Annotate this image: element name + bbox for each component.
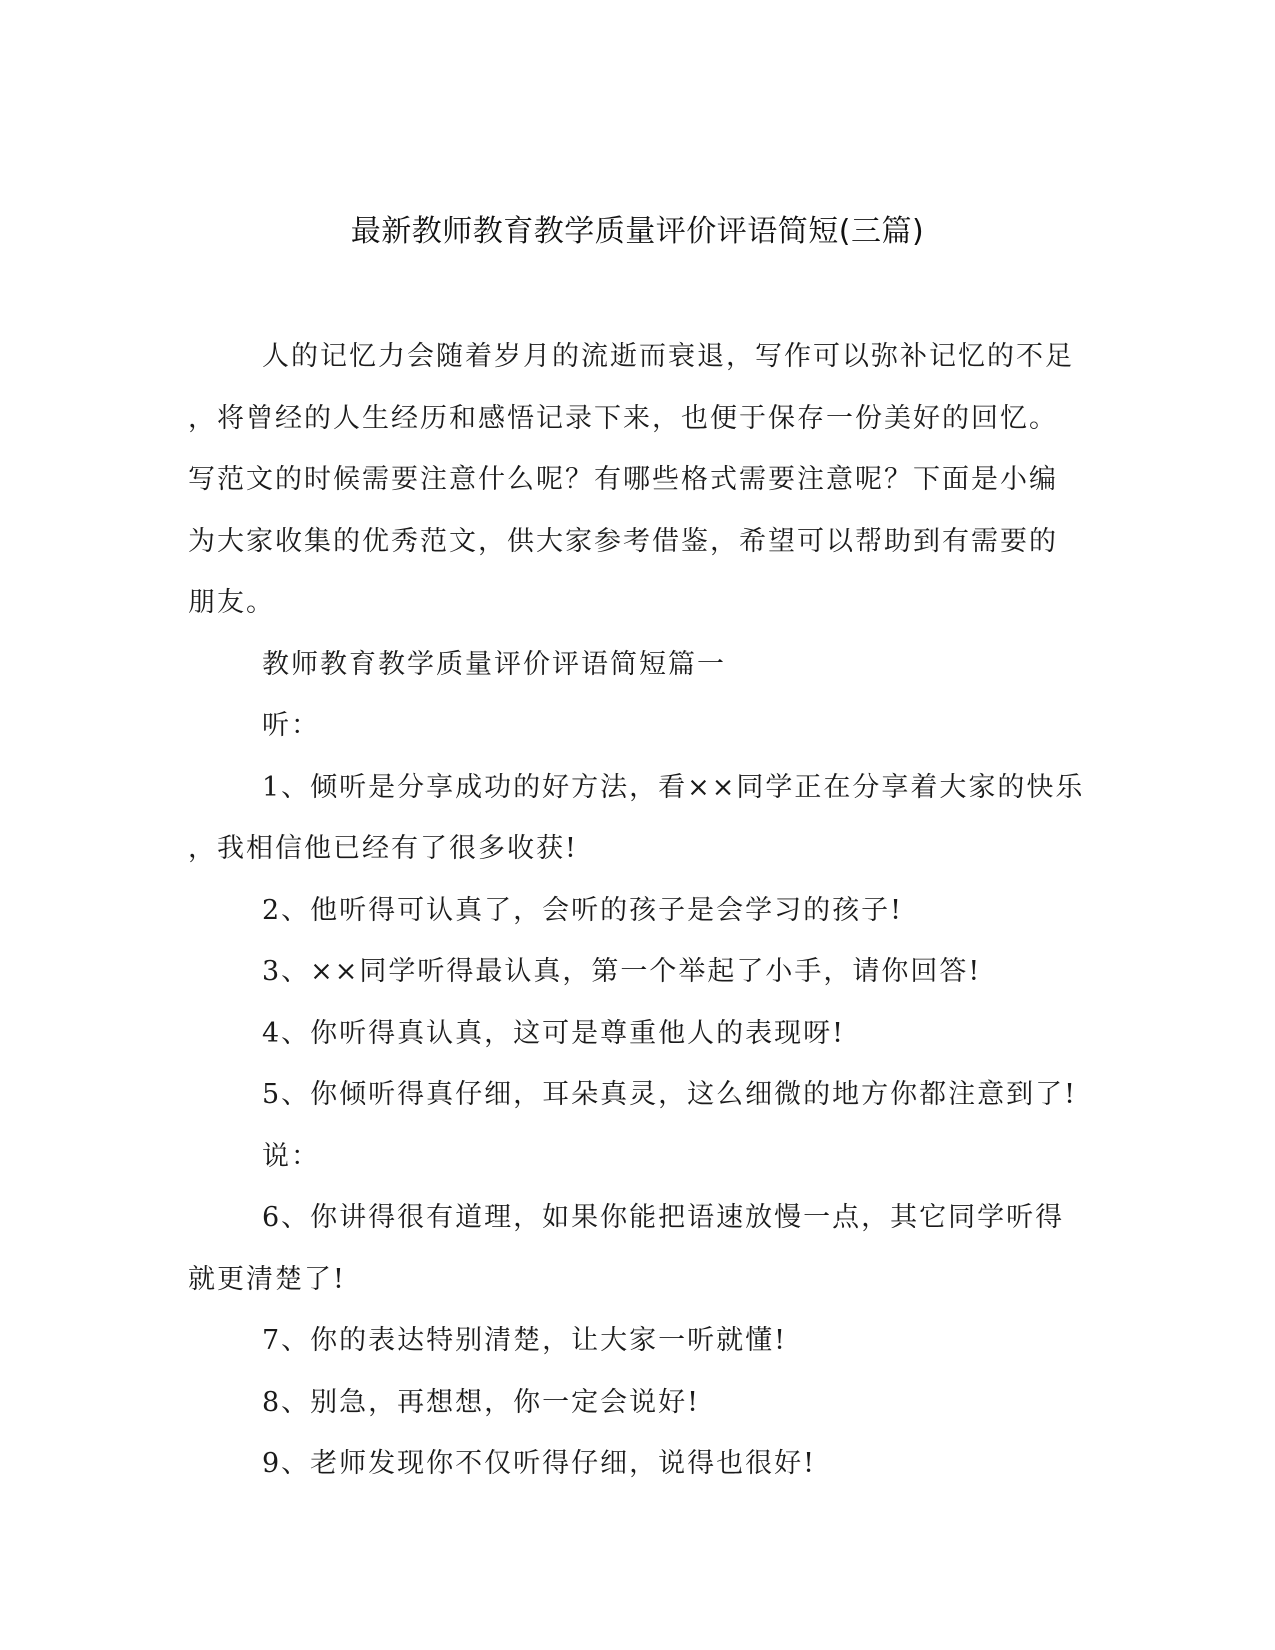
text-line: 说：	[262, 1140, 320, 1172]
text-line: 3、××同学听得最认真，第一个举起了小手，请你回答!	[262, 956, 982, 987]
text-line: 听：	[262, 710, 320, 741]
text-line: ，我相信他已经有了很多收获!	[188, 833, 578, 864]
text-line: ，将曾经的人生经历和感悟记录下来，也便于保存一份美好的回忆。	[188, 402, 1058, 434]
text-line: 5、你倾听得真仔细，耳朵真灵，这么细微的地方你都注意到了!	[262, 1079, 1078, 1110]
text-line: 写范文的时候需要注意什么呢？有哪些格式需要注意呢？下面是小编	[188, 464, 1058, 495]
text-line: 人的记忆力会随着岁月的流逝而衰退，写作可以弥补记忆的不足	[262, 341, 1074, 372]
text-line: 就更清楚了!	[188, 1263, 346, 1295]
text-line: 7、你的表达特别清楚，让大家一听就懂!	[262, 1325, 788, 1356]
text-line: 2、他听得可认真了，会听的孩子是会学习的孩子!	[262, 894, 904, 926]
text-line: 4、你听得真认真，这可是尊重他人的表现呀!	[262, 1017, 846, 1049]
text-line: 6、你讲得很有道理，如果你能把语速放慢一点，其它同学听得	[262, 1202, 1065, 1233]
text-line: 朋友。	[188, 587, 275, 618]
document-body	[188, 326, 1088, 1495]
document-title: 最新教师教育教学质量评价评语简短(三篇)	[350, 214, 925, 249]
text-line: 教师教育教学质量评价评语简短篇一	[262, 648, 726, 680]
text-line: 8、别急，再想想，你一定会说好!	[262, 1386, 701, 1418]
text-line: 为大家收集的优秀范文，供大家参考借鉴，希望可以帮助到有需要的	[188, 525, 1058, 557]
text-line: 9、老师发现你不仅听得仔细，说得也很好!	[262, 1448, 817, 1479]
text-line: 1、倾听是分享成功的好方法，看××同学正在分享着大家的快乐	[262, 771, 1085, 803]
